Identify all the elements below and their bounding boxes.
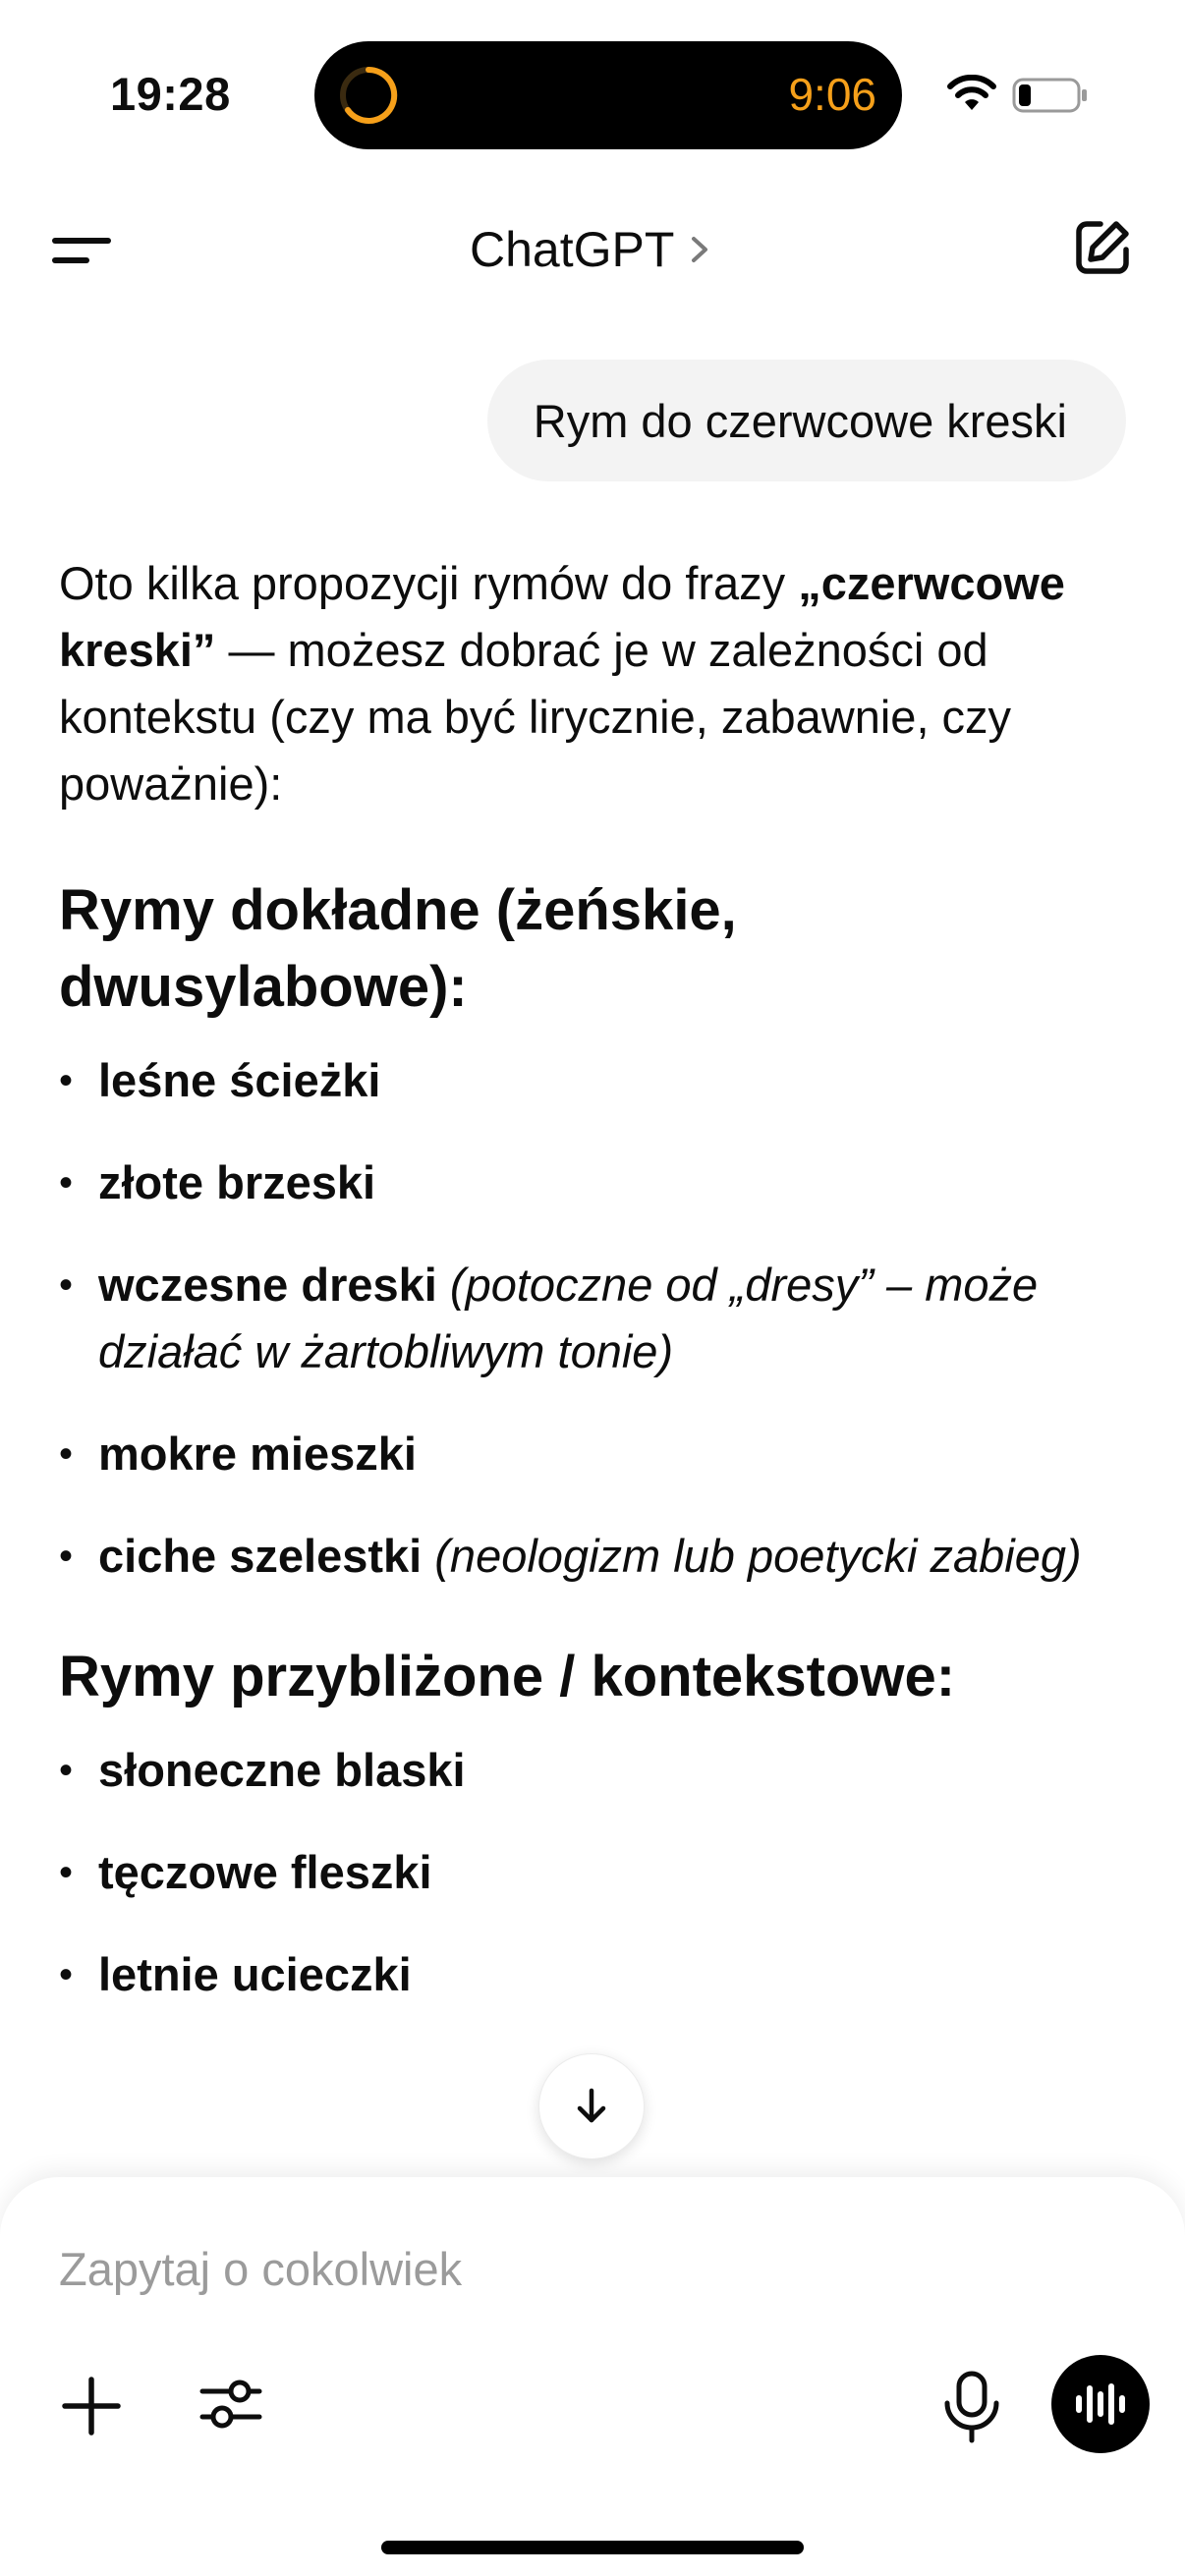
timer-text: 9:06 bbox=[788, 69, 876, 120]
voice-mode-button[interactable] bbox=[1051, 2355, 1150, 2453]
page-title: ChatGPT bbox=[470, 222, 675, 277]
rhyme-word: mokre mieszki bbox=[98, 1428, 417, 1480]
intro-suffix: — możesz dobrać je w zależności od kontekstu (czy ma być lirycznie, zabawnie, czy poważnie): bbox=[59, 624, 1012, 810]
new-chat-icon[interactable] bbox=[1071, 216, 1134, 279]
list-item bbox=[59, 1252, 1130, 1385]
status-bar bbox=[0, 0, 1185, 187]
plus-icon[interactable] bbox=[59, 2374, 124, 2438]
list-item bbox=[59, 1523, 1130, 1590]
rhyme-word: leśne ścieżki bbox=[98, 1054, 381, 1106]
rhyme-list-approx bbox=[59, 1737, 1130, 2008]
battery-icon bbox=[1012, 77, 1089, 114]
list-item bbox=[59, 1737, 1130, 1804]
message-input[interactable]: Zapytaj o cokolwiek bbox=[59, 2243, 463, 2295]
user-message-bubble: Rym do czerwcowe kreski bbox=[487, 360, 1126, 481]
rhyme-word: złote brzeski bbox=[98, 1156, 376, 1208]
rhyme-note: (potoczne od „dresy” – może działać w żartobliwym tonie) bbox=[98, 1259, 1039, 1377]
list-item bbox=[59, 1421, 1130, 1487]
rhyme-word: ciche szelestki bbox=[98, 1530, 423, 1582]
mic-icon[interactable] bbox=[939, 2370, 1004, 2444]
intro-bold-phrase: „czerwcowe kreski” bbox=[59, 557, 1065, 676]
wifi-icon bbox=[946, 75, 997, 114]
assistant-message bbox=[59, 550, 1130, 2044]
list-item bbox=[59, 1839, 1130, 1906]
home-indicator[interactable] bbox=[381, 2541, 804, 2554]
scroll-to-bottom-button[interactable] bbox=[538, 2053, 645, 2159]
rhyme-list-exact bbox=[59, 1047, 1130, 1590]
list-item bbox=[59, 1149, 1130, 1216]
tools-icon[interactable] bbox=[197, 2370, 265, 2438]
model-selector[interactable] bbox=[470, 218, 711, 281]
status-time: 19:28 bbox=[110, 68, 231, 120]
chat-header bbox=[0, 196, 1185, 305]
rhyme-note: (neologizm lub poetycki zabieg) bbox=[434, 1530, 1082, 1582]
list-item bbox=[59, 1047, 1130, 1114]
arrow-down-icon bbox=[570, 2085, 613, 2128]
list-item bbox=[59, 1941, 1130, 2008]
rhyme-word: letnie ucieczki bbox=[98, 1948, 412, 2000]
section-heading-approx: Rymy przybliżone / kontekstowe: bbox=[59, 1645, 956, 1708]
intro-prefix: Oto kilka propozycji rymów do frazy bbox=[59, 557, 799, 609]
rhyme-word: wczesne dreski bbox=[98, 1259, 437, 1311]
timer-ring-icon bbox=[336, 63, 401, 128]
chevron-right-icon bbox=[688, 233, 711, 266]
voice-mode-icon bbox=[1073, 2382, 1128, 2426]
rhyme-word: tęczowe fleszki bbox=[98, 1846, 432, 1898]
dynamic-island[interactable] bbox=[314, 41, 902, 149]
menu-icon[interactable] bbox=[51, 224, 112, 277]
section-heading-exact: Rymy dokładne (żeńskie, dwusylabowe): bbox=[59, 878, 737, 1019]
composer bbox=[0, 2177, 1185, 2576]
intro-paragraph bbox=[59, 550, 1130, 817]
rhyme-word: słoneczne blaski bbox=[98, 1744, 466, 1796]
